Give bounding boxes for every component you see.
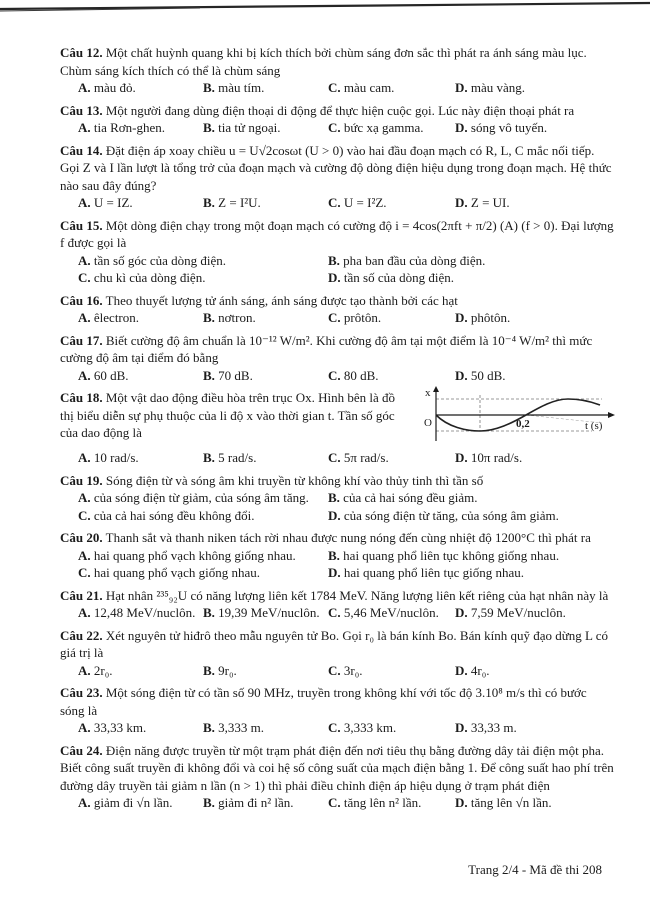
option-text: 19,39 MeV/nuclôn. bbox=[218, 605, 320, 620]
question-13 bbox=[60, 102, 614, 137]
option-a bbox=[78, 604, 203, 622]
options-row bbox=[60, 719, 614, 737]
option-letter: D. bbox=[455, 367, 468, 383]
option-letter: B. bbox=[328, 490, 340, 505]
question-body: Thanh sắt và thanh niken tách rời nhau được nung nóng đến cùng nhiệt độ 1200°C thì phát ra bbox=[105, 530, 591, 545]
option-text: 9r₀. bbox=[218, 662, 237, 678]
option-text: 3r₀. bbox=[343, 662, 363, 678]
option-text: màu tím. bbox=[218, 80, 265, 95]
question-body: Một người đang dùng điện thoại di động để thực hiện cuộc gọi. Lúc này điện thoại phát ra bbox=[105, 102, 575, 118]
graph-x-axis-label: t (s) bbox=[585, 420, 603, 432]
option-c bbox=[78, 507, 328, 525]
page-footer: Trang 2/4 - Mã đề thi 208 bbox=[468, 862, 602, 877]
option-letter: D. bbox=[455, 605, 468, 620]
option-a bbox=[78, 794, 203, 812]
question-label: Câu 12. bbox=[60, 45, 103, 60]
option-letter: C. bbox=[328, 605, 341, 620]
option-letter: C. bbox=[78, 565, 91, 580]
option-letter: D. bbox=[455, 80, 468, 95]
question-label: Câu 24. bbox=[60, 742, 103, 758]
option-d bbox=[455, 309, 614, 327]
question-22 bbox=[60, 627, 614, 680]
question-16 bbox=[60, 292, 614, 327]
option-letter: C. bbox=[328, 662, 341, 678]
option-letter: B. bbox=[203, 450, 215, 465]
option-b bbox=[203, 367, 328, 385]
option-c bbox=[328, 79, 455, 97]
option-a bbox=[78, 309, 203, 327]
option-d bbox=[328, 507, 614, 525]
question-label: Câu 16. bbox=[60, 292, 103, 308]
option-letter: A. bbox=[78, 195, 91, 210]
option-letter: C. bbox=[78, 507, 91, 523]
option-text: 70 dB. bbox=[218, 367, 253, 383]
option-text: hai quang phổ vạch giống nhau. bbox=[93, 565, 260, 580]
option-letter: C. bbox=[328, 120, 341, 135]
option-d bbox=[455, 79, 614, 97]
option-c bbox=[328, 794, 455, 812]
option-letter: A. bbox=[78, 120, 91, 135]
option-d bbox=[455, 719, 614, 737]
option-letter: B. bbox=[203, 605, 215, 620]
option-text: giảm đi n² lần. bbox=[218, 795, 294, 810]
question-text bbox=[60, 292, 614, 310]
option-text: của sóng điện từ tăng, của sóng âm giảm. bbox=[343, 507, 559, 523]
option-text: màu vàng. bbox=[470, 80, 526, 95]
option-text: 5 rad/s. bbox=[218, 450, 257, 465]
option-text: màu cam. bbox=[343, 80, 395, 95]
option-letter: B. bbox=[328, 547, 340, 563]
option-text: tia Rơn-ghen. bbox=[93, 120, 166, 135]
question-text bbox=[60, 102, 614, 120]
option-d bbox=[455, 194, 614, 212]
option-b bbox=[203, 449, 328, 467]
option-b bbox=[328, 489, 614, 507]
option-a bbox=[78, 252, 328, 270]
y-axis-arrow bbox=[433, 386, 439, 392]
option-letter: C. bbox=[78, 270, 91, 285]
option-text: 5,46 MeV/nuclôn. bbox=[343, 605, 439, 620]
option-text: 50 dB. bbox=[470, 367, 506, 383]
option-c bbox=[328, 604, 455, 622]
question-20 bbox=[60, 529, 614, 582]
options-row bbox=[60, 194, 614, 212]
question-12 bbox=[60, 44, 614, 97]
option-c bbox=[328, 719, 455, 737]
question-label: Câu 14. bbox=[60, 142, 103, 158]
option-b bbox=[203, 119, 328, 137]
option-text: 60 dB. bbox=[93, 367, 129, 383]
question-17 bbox=[60, 332, 614, 385]
option-letter: D. bbox=[328, 507, 341, 523]
option-text: Z = I²U. bbox=[218, 195, 261, 210]
option-b bbox=[328, 547, 614, 565]
option-text: tần số góc của dòng điện. bbox=[93, 252, 227, 268]
options-row bbox=[60, 119, 614, 137]
question-body: Sóng điện từ và sóng âm khi truyền từ không khí vào thủy tinh thì tần số bbox=[105, 472, 484, 488]
question-21 bbox=[60, 587, 614, 622]
question-body: Hạt nhân ²³⁵₉₂U có năng lượng liên kết 1784 MeV. Năng lượng liên kết riêng của hạt nhân này là bbox=[105, 587, 609, 603]
question-label: Câu 15. bbox=[60, 217, 103, 233]
question-label: Câu 22. bbox=[60, 627, 103, 643]
options-row bbox=[60, 79, 614, 97]
option-c bbox=[328, 449, 455, 467]
option-letter: D. bbox=[455, 450, 468, 465]
option-letter: D. bbox=[455, 662, 468, 678]
question-body: Đặt điện áp xoay chiều u = U√2cosωt (U > 0) vào hai đầu đoạn mạch có R, L, C mắc nối tiếp. Gọi Z và I lần lượt là tổng trở của đoạn mạch và cường độ dòng điện hiệu dụng trong đoạn mạch. Hệ thức nào sau đây đúng? bbox=[60, 142, 612, 193]
option-a bbox=[78, 194, 203, 212]
option-text: chu kì của dòng điện. bbox=[93, 270, 206, 285]
option-d bbox=[455, 449, 614, 467]
question-24 bbox=[60, 742, 614, 812]
question-text bbox=[60, 472, 614, 490]
option-letter: C. bbox=[328, 450, 341, 465]
question-15 bbox=[60, 217, 614, 287]
option-letter: A. bbox=[78, 662, 91, 678]
option-text: tăng lên √n lần. bbox=[470, 795, 552, 810]
option-letter: B. bbox=[203, 720, 215, 735]
option-c bbox=[328, 367, 455, 385]
option-text: màu đỏ. bbox=[93, 80, 136, 95]
option-letter: C. bbox=[328, 720, 341, 735]
x-axis-arrow bbox=[608, 412, 615, 418]
question-label: Câu 13. bbox=[60, 102, 103, 118]
question-19 bbox=[60, 472, 614, 525]
option-c bbox=[328, 309, 455, 327]
option-c bbox=[78, 269, 328, 287]
option-letter: D. bbox=[328, 565, 341, 580]
option-b bbox=[203, 719, 328, 737]
option-letter: A. bbox=[78, 605, 91, 620]
option-text: 33,33 m. bbox=[470, 720, 517, 735]
option-letter: C. bbox=[328, 195, 341, 210]
question-text bbox=[60, 529, 614, 547]
question-label: Câu 23. bbox=[60, 685, 103, 700]
option-text: sóng vô tuyến. bbox=[470, 120, 548, 135]
question-18 bbox=[60, 389, 614, 467]
option-d bbox=[455, 794, 614, 812]
options-row bbox=[60, 449, 614, 467]
option-letter: A. bbox=[78, 547, 91, 563]
option-letter: B. bbox=[203, 662, 215, 678]
option-text: Z = UI. bbox=[470, 195, 510, 210]
question-text bbox=[60, 142, 614, 195]
option-text: 5π rad/s. bbox=[343, 450, 389, 465]
option-text: hai quang phổ liên tục giống nhau. bbox=[343, 565, 525, 580]
question-text bbox=[60, 684, 614, 719]
option-text: êlectron. bbox=[93, 310, 140, 325]
question-label: Câu 18. bbox=[60, 390, 103, 405]
option-letter: A. bbox=[78, 310, 91, 325]
question-text bbox=[60, 44, 614, 79]
option-text: của cả hai sóng đều giảm. bbox=[343, 490, 478, 505]
options-row bbox=[60, 662, 614, 680]
option-letter: D. bbox=[328, 270, 341, 285]
option-b bbox=[203, 309, 328, 327]
option-letter: B. bbox=[328, 252, 340, 268]
question-label: Câu 17. bbox=[60, 332, 103, 348]
option-letter: D. bbox=[455, 310, 468, 325]
option-letter: A. bbox=[78, 490, 91, 505]
option-text: 33,33 km. bbox=[93, 720, 147, 735]
option-text: giảm đi √n lần. bbox=[93, 795, 173, 810]
graph-origin-label: O bbox=[424, 417, 432, 429]
option-text: 7,59 MeV/nuclôn. bbox=[470, 605, 566, 620]
option-b bbox=[328, 252, 614, 270]
option-letter: D. bbox=[455, 720, 468, 735]
question-14 bbox=[60, 142, 614, 212]
option-d bbox=[455, 367, 614, 385]
question-body: Một vật dao động điều hòa trên trục Ox. Hình bên là đồ thị biểu diễn sự phụ thuộc của li độ x vào thời gian t. Tần số góc của dao động là bbox=[60, 390, 396, 440]
option-b bbox=[203, 662, 328, 680]
option-text: pha ban đầu của dòng điện. bbox=[343, 252, 486, 268]
option-text: nơtron. bbox=[218, 310, 256, 325]
option-letter: B. bbox=[203, 795, 215, 810]
option-d bbox=[455, 662, 614, 680]
question-body: Xét nguyên tử hiđrô theo mẫu nguyên tử Bo. Gọi r₀ là bán kính Bo. Bán kính quỹ đạo dừng L có giá trị là bbox=[60, 627, 609, 660]
option-letter: A. bbox=[78, 252, 91, 268]
question-body: Theo thuyết lượng tử ánh sáng, ánh sáng được tạo thành bởi các hạt bbox=[105, 292, 458, 308]
question-text bbox=[60, 587, 614, 605]
options-row bbox=[60, 489, 614, 524]
option-letter: C. bbox=[328, 795, 341, 810]
option-c bbox=[328, 662, 455, 680]
option-b bbox=[203, 79, 328, 97]
option-letter: C. bbox=[328, 310, 341, 325]
option-letter: D. bbox=[455, 195, 468, 210]
options-row bbox=[60, 252, 614, 287]
option-text: 4r₀. bbox=[470, 662, 490, 678]
option-text: 3,333 m. bbox=[218, 720, 265, 735]
question-label: Câu 19. bbox=[60, 472, 103, 488]
option-b bbox=[203, 194, 328, 212]
option-letter: A. bbox=[78, 80, 91, 95]
scan-edge-line bbox=[0, 0, 650, 14]
option-letter: D. bbox=[455, 120, 468, 135]
question-text bbox=[60, 742, 614, 795]
question-23 bbox=[60, 684, 614, 737]
question-label: Câu 20. bbox=[60, 530, 103, 545]
option-d bbox=[328, 564, 614, 582]
option-letter: A. bbox=[78, 795, 91, 810]
option-b bbox=[203, 794, 328, 812]
option-a bbox=[78, 719, 203, 737]
exam-page bbox=[60, 44, 614, 817]
options-row bbox=[60, 794, 614, 812]
option-letter: C. bbox=[328, 80, 341, 95]
option-text: hai quang phổ liên tục không giống nhau. bbox=[343, 547, 560, 563]
options-row bbox=[60, 367, 614, 385]
option-text: tia tử ngoại. bbox=[218, 120, 281, 135]
option-text: 2r₀. bbox=[93, 662, 113, 678]
option-a bbox=[78, 367, 203, 385]
option-text: phôtôn. bbox=[470, 310, 511, 325]
option-c bbox=[328, 194, 455, 212]
question-body: Biết cường độ âm chuẩn là 10⁻¹² W/m². Khi cường độ âm tại một điểm là 10⁻⁴ W/m² thì mức cường độ âm tại điểm đó bằng bbox=[60, 332, 593, 365]
question-text bbox=[60, 217, 614, 252]
option-text: tăng lên n² lần. bbox=[343, 795, 422, 810]
option-d bbox=[328, 269, 614, 287]
option-a bbox=[78, 119, 203, 137]
option-text: 80 dB. bbox=[343, 367, 379, 383]
option-letter: C. bbox=[328, 367, 341, 383]
option-a bbox=[78, 449, 203, 467]
option-letter: A. bbox=[78, 720, 91, 735]
question-text bbox=[60, 627, 614, 662]
option-text: tần số của dòng điện. bbox=[343, 270, 455, 285]
question-body: Điện năng được truyền từ một trạm phát điện đến nơi tiêu thụ bằng đường dây tải điện một pha. Biết công suất truyền đi không đổi và coi hệ số công suất của mạch điện bằng 1. Để công suất hao phí trên đường dây truyền tải giảm n lần (n > 1) thì phải điều chỉnh điện áp hiệu dụng ở trạm phát điện bbox=[60, 742, 614, 793]
option-a bbox=[78, 547, 328, 565]
option-b bbox=[203, 604, 328, 622]
option-letter: D. bbox=[455, 795, 468, 810]
displacement-time-graph bbox=[422, 385, 618, 447]
question-body: Một sóng điện từ có tần số 90 MHz, truyền trong không khí với tốc độ 3.10⁸ m/s thì có bước sóng là bbox=[60, 685, 587, 718]
option-a bbox=[78, 662, 203, 680]
option-letter: B. bbox=[203, 80, 215, 95]
option-text: 3,333 km. bbox=[343, 720, 397, 735]
question-label: Câu 21. bbox=[60, 587, 103, 603]
options-row bbox=[60, 309, 614, 327]
option-d bbox=[455, 604, 614, 622]
option-d bbox=[455, 119, 614, 137]
option-text: của sóng điện từ giảm, của sóng âm tăng. bbox=[93, 490, 309, 505]
graph-y-axis-label: x bbox=[425, 387, 431, 399]
option-letter: B. bbox=[203, 195, 215, 210]
option-text: 12,48 MeV/nuclôn. bbox=[93, 605, 196, 620]
option-letter: B. bbox=[203, 120, 215, 135]
options-row bbox=[60, 604, 614, 622]
option-text: U = IZ. bbox=[93, 195, 133, 210]
question-body: Một dòng điện chạy trong một đoạn mạch có cường độ i = 4cos(2πft + π/2) (A) (f > 0). Đại lượng f được gọi là bbox=[60, 217, 614, 250]
option-letter: A. bbox=[78, 367, 91, 383]
option-a bbox=[78, 489, 328, 507]
option-text: của cả hai sóng đều không đổi. bbox=[93, 507, 255, 523]
option-text: prôtôn. bbox=[343, 310, 382, 325]
question-text bbox=[60, 332, 614, 367]
option-text: U = I²Z. bbox=[343, 195, 387, 210]
options-row bbox=[60, 547, 614, 582]
option-text: bức xạ gamma. bbox=[343, 120, 424, 135]
option-a bbox=[78, 79, 203, 97]
option-letter: A. bbox=[78, 450, 91, 465]
option-letter: B. bbox=[203, 367, 215, 383]
graph-tick-label: 0,2 bbox=[516, 418, 530, 430]
question-body: Một chất huỳnh quang khi bị kích thích bởi chùm sáng đơn sắc thì phát ra ánh sáng màu lục. Chùm sáng kích thích có thể là chùm sáng bbox=[60, 45, 587, 78]
option-letter: B. bbox=[203, 310, 215, 325]
option-text: hai quang phổ vạch không giống nhau. bbox=[93, 547, 296, 563]
option-text: 10π rad/s. bbox=[470, 450, 523, 465]
option-c bbox=[328, 119, 455, 137]
option-c bbox=[78, 564, 328, 582]
option-text: 10 rad/s. bbox=[93, 450, 139, 465]
